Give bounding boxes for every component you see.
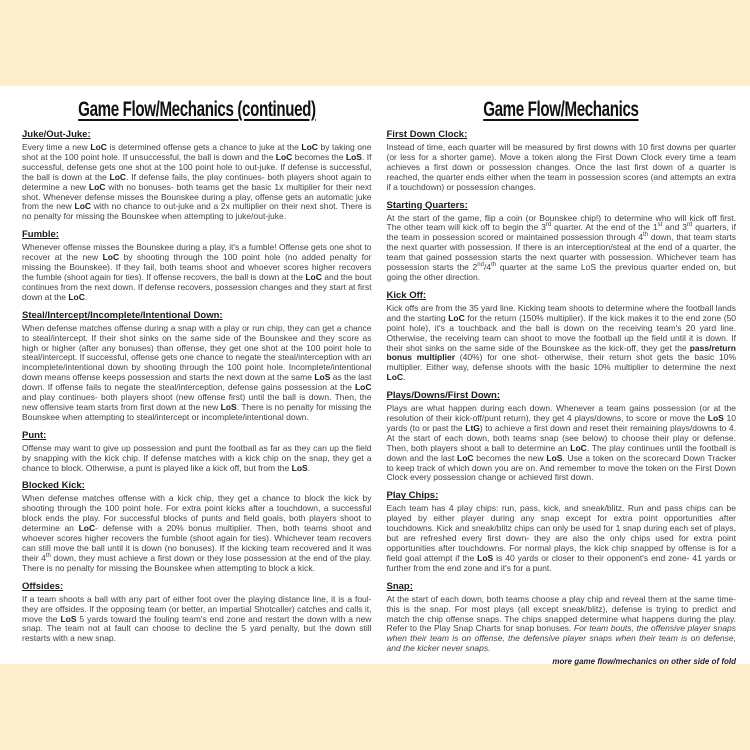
section-body-punt: Offense may want to give up possession and punt the football as far as they can up the field by snapping with the kick chip. If defense matches with a kick chip on the snap, they get a chance to block. Otherwise, a punt is played like a kick off, but from the LoS.	[22, 442, 372, 473]
page-left-title-wrap	[22, 98, 372, 122]
section-body-first-down-clock: Instead of time, each quarter will be measured by first downs with 10 first downs per quarter (or less for a shorter game). Move a token along the First Down Clock every time a team achieves a first down or possession changes. Once the last first down of a quarter is reached, the quarter ends either when the team in possession scores (and attempts an extra if a touchdown) or possession changes.	[386, 142, 736, 192]
section-heading-play-chips: Play Chips:	[386, 490, 439, 502]
section-heading-punt: Punt:	[22, 429, 47, 441]
page-title-continued: Game Flow/Mechanics (continued)	[77, 98, 316, 121]
page-right-title-wrap	[387, 98, 737, 122]
section-body-play-chips: Each team has 4 play chips: run, pass, kick, and sneak/blitz. Run and pass chips can be played by either player during any snap except for extra point opportunities after touchdowns. Kick and sneak/blitz chips can only be used for 1 snap during each set of plays, but are refreshed every first down- they are also the only chips used for extra point opportunities after touchdowns. For normal plays, the kick chip snapped by offense is for a field goal attempt if the LoS is 40 yards or closer to their opponent's end zone- 41 yards or further from the end zone and it's for a punt.	[386, 503, 736, 573]
section-body-juke: Every time a new LoC is determined offense gets a chance to juke at the LoC by taking one shot at the 100 point hole. If unsuccessful, the ball is down and the LoC becomes the LoS. If successful, defense gets one shot at the 100 point hole to out-juke. If defense is successful, the ball is down at the LoC. If defense fails, the play continues- both players shoot again to determine a new LoC with no bonuses- both teams get the basic 1x multiplier for their next shot. Whenever defense misses the Bounskee during a play, offense gets an automatic juke from the new LoC with no chance to out-juke and a 2x multiplier on their next shot. There is no penalty for missing the Bounskee when attempting to juke/out-juke.	[22, 142, 372, 222]
section-body-steal: When defense matches offense during a snap with a play or run chip, they can get a chance to steal/intercept. If their shot sinks on the same side of the Bounskee and they score as high or higher (after any bonuses) than offense, they get one shot at the 100 point hole to steal/intercept. If successful, offense gets one chance to negate the steal/interception with an incomplete/intentional down by shooting through the 100 point hole. Incomplete/intentional down means offense keeps possession and starts the next down at the same LoS as the last down. If offense fails to negate the steal/interception, defense gains possession at the LoC and play continues- both players shoot (new offense first) until the ball is down. Then, the new offensive team starts from first down at the new LoS. There is no penalty for missing the Bounskee when attempting to steal/intercept or incomplete/intentional down.	[22, 322, 372, 422]
section-body-starting-quarters: At the start of the game, flip a coin (or Bounskee chip!) to determine who will kick off first. The other team will kick off to begin the 3rd quarter. At the end of the 1st and 3rd quarters, if the team in possession scored or maintained possession through 4th down, that team starts the next quarter with possession. If there is an interception/steal at the end of a quarter, the team that gained possession starts the next quarter with possession. Whichever team has possession starts the 2nd/4th quarter at the same LoS the previous quarter ended on, but going the other direction.	[386, 212, 737, 282]
page-title-main: Game Flow/Mechanics	[483, 98, 639, 121]
section-body-plays-downs: Plays are what happen during each down. Whenever a team gains possession (or at the resolution of their kick-off/punt return), they get 4 plays/downs, to score or move the LoS 10 yards (to or past the LtG) to achieve a first down and reset their remaining plays/downs to 4. At the start of each down, both teams snap (see below) to choose their play or defense. Then, both players shoot a ball to determine an LoC. The play continues until the football is down and the last LoC becomes the new LoS. Use a token on the scorecard Down Tracker to keep track of which down you are on. And remember to move the token on the First Down Clock every possession change or achieved first down.	[386, 403, 737, 483]
section-body-offsides: If a team shoots a ball with any part of either foot over the playing distance line, it is a foul- they are offsides. If the opposing team (or better, an impartial Shotcaller) catches and calls it, move the LoS 5 yards toward the fouling team's end zone and restart the down with a new snap. The team not at fault can choose to decline the 5 yard penalty, but the down still restarts with a new snap.	[22, 593, 372, 644]
page-right	[386, 90, 737, 667]
section-heading-plays-downs: Plays/Downs/First Down:	[386, 390, 500, 402]
section-heading-snap: Snap:	[386, 580, 413, 592]
section-heading-steal: Steal/Intercept/Incomplete/Intentional Down:	[22, 309, 223, 321]
section-heading-kick-off: Kick Off:	[386, 289, 427, 301]
section-heading-starting-quarters: Starting Quarters:	[386, 199, 468, 211]
section-heading-first-down-clock: First Down Clock:	[386, 129, 468, 140]
section-body-blocked-kick: When defense matches offense with a kick chip, they get a chance to block the kick by shooting through the 100 point hole. For extra point kicks after a touchdown, a successful block ends the play. For successful blocks of punts and field goals, both players shoot to determine an LoC- defense with a 20% bonus multiplier. Then, both teams shoot and whoever scores higher recovers the fumble (shoot again for ties). Whichever team recovers can still move the ball until it is down (no bonuses). If the kicking team recovered and it was their 4th down, they must achieve a first down or they lose possession at the end of the play. There is no penalty for missing the Bounskee when attempting to block a kick.	[22, 493, 372, 573]
section-heading-offsides: Offsides:	[22, 580, 64, 592]
section-body-kick-off: Kick offs are from the 35 yard line. Kicking team shoots to determine where the football lands and the starting LoC for the return (150% multiplier). If the kick makes it to the end zone (50 point hole), it's a touchback and the ball is down on the receiving team's 20 yard line. Otherwise, the receiving team can shoot to move the football up the field until it is down. If their shot sinks on the same side of the Bounskee as the kick-off, they get the pass/return bonus multiplier (40%) for one shot- otherwise, their return shot gets the basic 10% multiplier. Either way, defense shoots with the basic 10% multiplier to determine the next LoC.	[386, 302, 736, 383]
rules-sheet	[0, 86, 750, 667]
section-heading-juke: Juke/Out-Juke:	[22, 129, 91, 140]
page-left	[22, 90, 372, 664]
section-body-fumble: Whenever offense misses the Bounskee during a play, it's a fumble! Offense gets one shot to recover at the new LoC by shooting through the 100 point hole (no added penalty for missing the Bounskee). If they fail, both teams shoot and whoever scores higher recovers the fumble (shoot again for ties). If offense recovers, the ball is down at the LoC and the bout continues from the next down. If defense recovers, possession changes and they start at first down at the LoC.	[22, 242, 372, 302]
section-body-snap: At the start of each down, both teams choose a play chip and reveal them at the same time- this is the snap. For most plays (all except sneak/blitz), defense is trying to predict and match the chip offense snaps. The chips snapped determine what happens during the play. Refer to the Play Snap Charts for snap bonuses. For team bouts, the offensive player snaps when their team is on offense, the defensive player snaps when their team is on defense, and the kicker never snaps.	[386, 593, 736, 654]
section-heading-fumble: Fumble:	[22, 229, 59, 241]
footer-note: more game flow/mechanics on other side of fold	[552, 657, 736, 667]
section-heading-blocked-kick: Blocked Kick:	[22, 480, 85, 492]
